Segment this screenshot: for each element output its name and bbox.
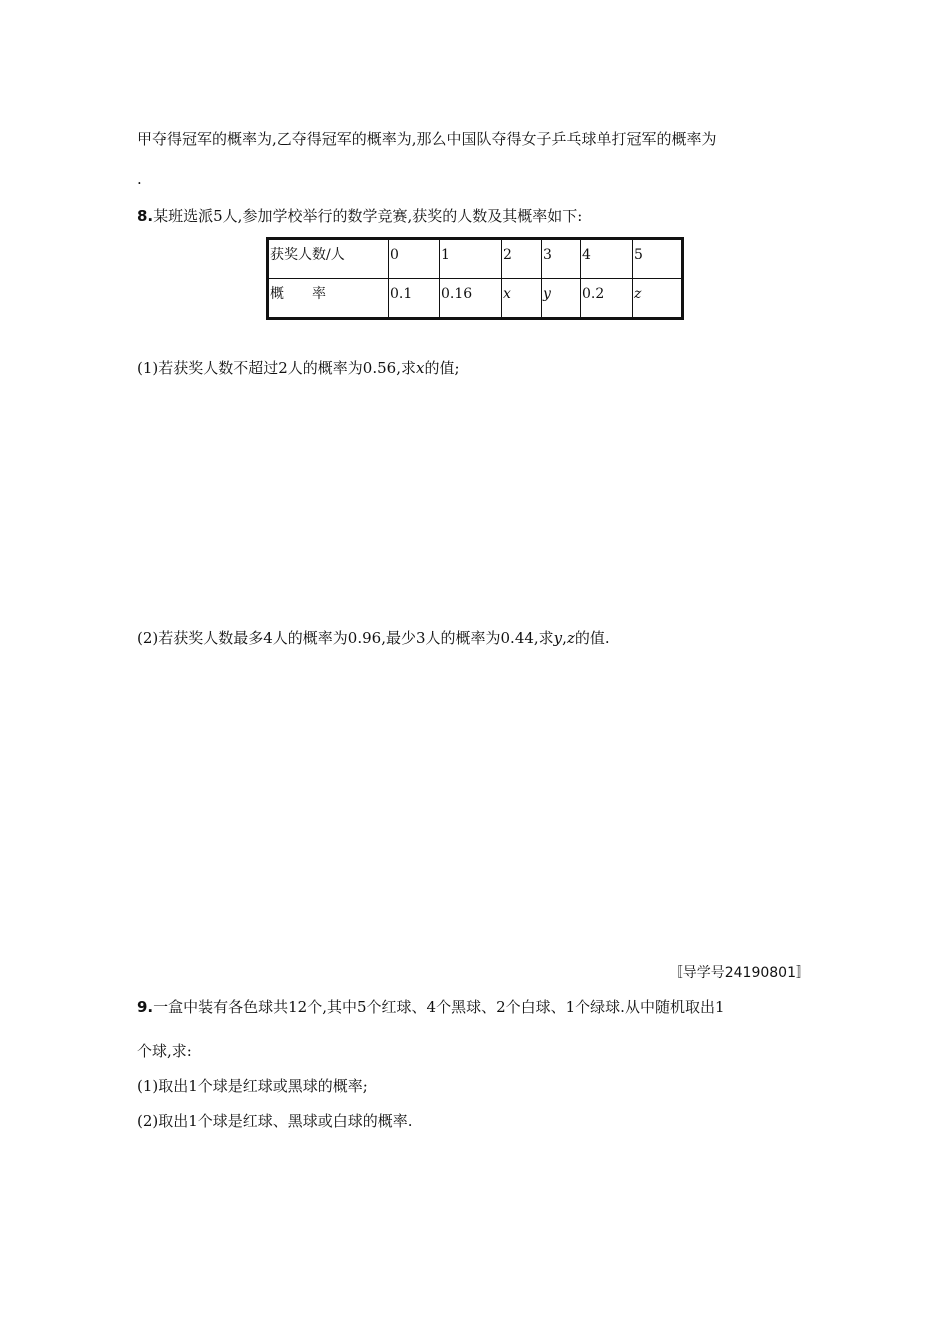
q8-part2-text: (2)若获奖人数最多4人的概率为0.96,最少3人的概率为0.44,求: [137, 629, 554, 647]
q9-part1: (1)取出1个球是红球或黑球的概率;: [137, 1077, 368, 1095]
table-cell: 概 率: [268, 279, 389, 319]
var-y: y: [543, 286, 551, 302]
table-cell: 4: [581, 239, 633, 279]
q9-line2: 个球,求:: [137, 1042, 192, 1060]
q9-line1: 一盒中装有各色球共12个,其中5个红球、4个黑球、2个白球、1个绿球.从中随机取出1: [153, 998, 725, 1016]
probability-table: [266, 237, 684, 320]
q7-text-line2: .: [137, 170, 142, 188]
reference-number: 〚导学号24190801〛: [668, 965, 810, 981]
q9-stem: [137, 996, 725, 1017]
q8-part1-text: (1)若获奖人数不超过2人的概率为0.56,求: [137, 359, 416, 377]
table-row: [268, 279, 683, 319]
table-cell: [633, 279, 683, 319]
q8-stem: [137, 205, 582, 226]
table-row: [268, 239, 683, 279]
table-cell: 0.16: [440, 279, 502, 319]
comma: ,: [562, 629, 567, 647]
table-cell: [542, 279, 581, 319]
q8-part2-end: 的值.: [574, 629, 610, 647]
table-cell: 0.2: [581, 279, 633, 319]
var-x: x: [415, 359, 425, 377]
table-cell: 0: [389, 239, 440, 279]
q7-text-line1: 甲夺得冠军的概率为,乙夺得冠军的概率为,那么中国队夺得女子乒乓球单打冠军的概率为: [137, 130, 717, 148]
table-cell: 3: [542, 239, 581, 279]
table-cell: 5: [633, 239, 683, 279]
var-y: y: [553, 629, 563, 647]
q8-number: 8.: [137, 207, 154, 225]
table-cell: 1: [440, 239, 502, 279]
var-x: x: [503, 286, 511, 302]
q8-part2: [137, 627, 610, 648]
var-z: z: [634, 286, 642, 302]
table-cell: 2: [502, 239, 542, 279]
q9-number: 9.: [137, 998, 154, 1016]
q8-part1-end: 的值;: [424, 359, 460, 377]
table-cell: [502, 279, 542, 319]
q8-part1: [137, 357, 460, 378]
var-z: z: [566, 629, 575, 647]
table-cell: 0.1: [389, 279, 440, 319]
q8-intro: 某班选派5人,参加学校举行的数学竞赛,获奖的人数及其概率如下:: [153, 207, 583, 225]
table-cell: 获奖人数/人: [268, 239, 389, 279]
q9-part2: (2)取出1个球是红球、黑球或白球的概率.: [137, 1112, 413, 1130]
